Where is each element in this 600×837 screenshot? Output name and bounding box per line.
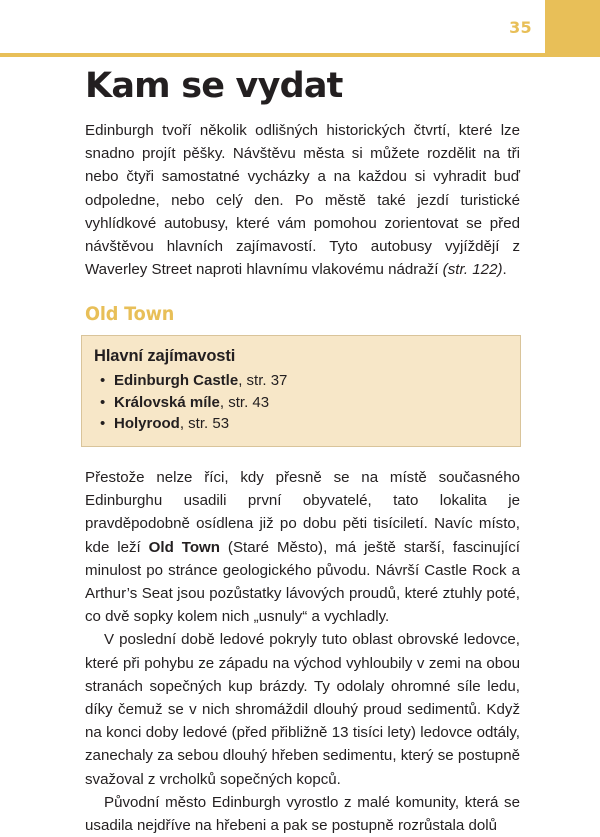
page-header xyxy=(0,0,600,53)
paragraph-1-part-2: (Staré Město), má ještě starší, fascinující minulost po stránce geologického původu. Návrší Castle Rock a Arthur’s Seat jsou pozůstatky lávových proudů, které ztuhly poté, co dvě sopky kolem nich „usnuly“ a vychladly. xyxy=(85,538,520,626)
bullet-icon: • xyxy=(100,372,106,390)
list-item-reference: , str. 53 xyxy=(179,415,230,433)
list-item-name: Královská míle xyxy=(114,393,220,411)
list-item-name: Holyrood xyxy=(114,415,180,433)
list-item-reference: , str. 37 xyxy=(238,372,288,390)
header-color-tab xyxy=(545,0,600,53)
highlights-list xyxy=(94,370,508,435)
body-paragraph-2: V poslední době ledové pokryly tuto oblast obrovské ledovce, které při pohybu ze západu na východ vyhloubily v zemi na obou stranách sopečných kup brázdy. Ty odolaly ohromné síle ledu, díky čemuž se v nich shromáždil dlouhý proud sedimentů. Když na konci doby ledové (před přibližně 13 tisíci lety) ledovce odtály, zanechaly za sebou dlouhý hřeben sedimentu, který se postupně svažoval z vrcholků sopečných kopců. xyxy=(85,631,520,788)
paragraph-1-part-1: Přestože nelze říci, kdy přesně se na místě současného Edinburghu usadili první obyvatelé, tato lokalita je pravděpodobně osídlena již po dobu pěti tisíciletí. Navíc místo, kde leží xyxy=(85,468,520,556)
page-title: Kam se vydat xyxy=(85,66,343,106)
content-column xyxy=(85,57,520,837)
section-heading-old-town: Old Town xyxy=(85,303,175,326)
bullet-icon: • xyxy=(100,393,106,411)
intro-page-reference: (str. 122) xyxy=(442,261,503,279)
body-paragraph-1 xyxy=(85,466,520,628)
list-item[interactable] xyxy=(94,392,508,414)
list-item-name: Edinburgh Castle xyxy=(114,372,239,390)
list-item[interactable] xyxy=(94,370,508,392)
intro-text: Edinburgh tvoří několik odlišných historických čtvrtí, které lze snadno projít pěšky. Návštěvu města si můžete rozdělit na tři nebo čtyři samostatné vycházky a na každou si vyhradit buď odpoledne, nebo celý den. Po městě také jezdí turistické vyhlídkové autobusy, které vám pomohou zorientovat se před návštěvou hlavních zajímavostí. Tyto autobusy vyjíždějí z Waverley Street naproti hlavnímu vlakovému nádraží xyxy=(85,122,520,279)
paragraph-1-bold-term: Old Town xyxy=(148,538,221,556)
body-paragraph-3: Původní město Edinburgh vyrostlo z malé komunity, která se usadila nejdříve na hřebeni a pak se postupně rozrůstala dolů xyxy=(85,793,520,834)
intro-paragraph xyxy=(85,119,520,281)
intro-text-end: . xyxy=(502,261,507,279)
highlights-box xyxy=(81,335,521,447)
list-item-reference: , str. 43 xyxy=(219,393,270,411)
list-item[interactable] xyxy=(94,413,508,435)
bullet-icon: • xyxy=(100,415,106,433)
page-number: 35 xyxy=(509,18,532,37)
highlights-box-title: Hlavní zajímavosti xyxy=(94,347,236,366)
